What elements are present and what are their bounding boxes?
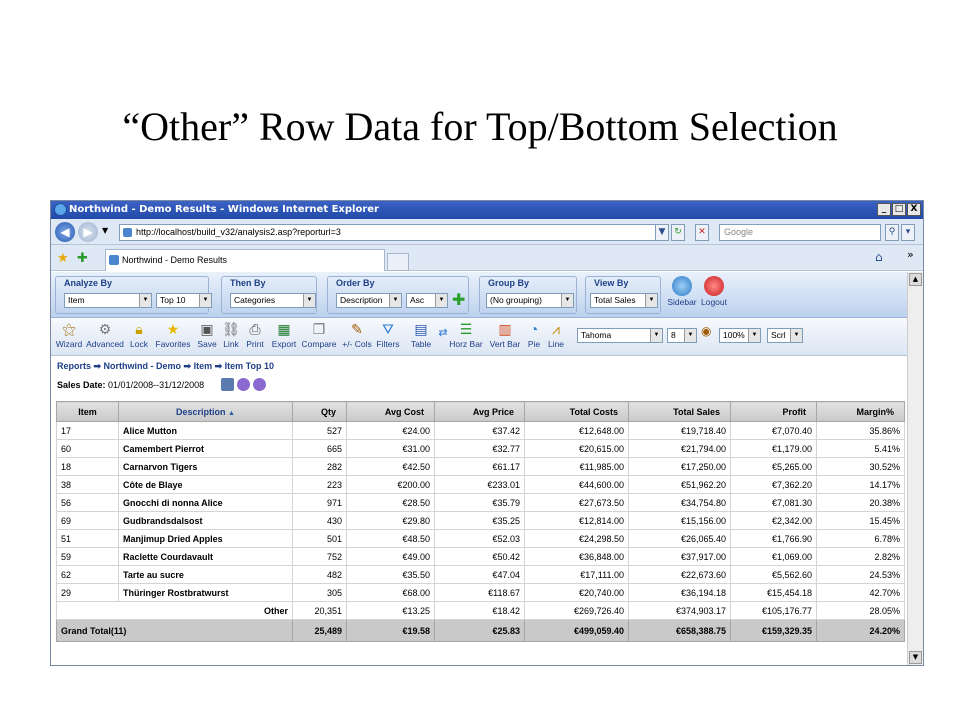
back-button[interactable]: ◀ (55, 222, 75, 242)
swap-icon: ⇄ (438, 327, 448, 339)
tab-page-icon (109, 255, 119, 265)
search-icon[interactable]: ⚲ (885, 224, 899, 241)
table-cell: 28.05% (817, 602, 905, 620)
table-cell: €42.50 (347, 458, 435, 476)
order-by-group (327, 276, 469, 314)
scroll-down-icon[interactable]: ▼ (909, 651, 922, 664)
table-cell: €24.00 (347, 422, 435, 440)
line-chart-icon: ⩘ (552, 321, 560, 337)
search-options-button[interactable]: ▾ (901, 224, 915, 241)
table-cell: €35.25 (435, 512, 525, 530)
other-row-label: Other (57, 602, 293, 620)
table-cell[interactable]: Tarte au sucre (119, 566, 293, 584)
logout-icon (704, 276, 724, 296)
table-cell: €48.50 (347, 530, 435, 548)
chevron-down-icon: ▼ (139, 294, 151, 307)
table-cell: €21,794.00 (629, 440, 731, 458)
table-cell: 20,351 (293, 602, 347, 620)
table-cell: €5,265.00 (731, 458, 817, 476)
table-cell: 38 (57, 476, 119, 494)
sales-date (57, 380, 204, 390)
print-button[interactable]: ⎙ Print (246, 321, 264, 349)
compare-icon: ❐ (312, 321, 326, 337)
add-order-icon[interactable]: ✚ (452, 290, 466, 309)
chevron-down-icon: ▼ (561, 294, 573, 307)
table-cell: 17 (57, 422, 119, 440)
table-cell: €61.17 (435, 458, 525, 476)
top-n-select[interactable]: Top 10 ▼ (156, 293, 212, 308)
table-cell: 6.78% (817, 530, 905, 548)
table-cell: 59 (57, 548, 119, 566)
table-cell[interactable]: Manjimup Dried Apples (119, 530, 293, 548)
grand-total-row (57, 620, 905, 642)
table-cell: €19,718.40 (629, 422, 731, 440)
table-cell: €68.00 (347, 584, 435, 602)
export-button[interactable]: ▦ Export (271, 321, 297, 349)
excel-icon: ▦ (277, 321, 291, 337)
table-cell: €31.00 (347, 440, 435, 458)
order-by-select[interactable]: Description ▼ (336, 293, 402, 308)
sales-date-label: Sales Date: (57, 380, 106, 390)
next-period-icon[interactable] (253, 378, 266, 391)
table-cell: €5,562.60 (731, 566, 817, 584)
sales-date-value: 01/01/2008--31/12/2008 (108, 380, 205, 390)
table-cell: 56 (57, 494, 119, 512)
chevron-down-icon: ▼ (389, 294, 401, 307)
tab-northwind[interactable] (105, 249, 385, 271)
table-cell: €47.04 (435, 566, 525, 584)
col-header-margin[interactable]: Margin% (817, 402, 905, 422)
table-cell[interactable]: Camembert Pierrot (119, 440, 293, 458)
table-row[interactable] (57, 476, 905, 494)
table-cell: 29 (57, 584, 119, 602)
new-tab-button[interactable] (387, 253, 409, 271)
table-cell: €374,903.17 (629, 602, 731, 620)
refresh-icon[interactable]: ↻ (671, 224, 685, 241)
table-cell: €19.58 (347, 620, 435, 642)
table-cell: 501 (293, 530, 347, 548)
link-icon: ⛓ (222, 321, 240, 337)
slide-title: “Other” Row Data for Top/Bottom Selection (122, 104, 838, 149)
lock-icon: 🔒︎ (135, 321, 143, 337)
analyze-by-select[interactable]: Item ▼ (64, 293, 152, 308)
breadcrumb[interactable]: Reports ➡ Northwind - Demo ➡ Item ➡ Item Top 10 (57, 361, 274, 371)
table-cell[interactable]: Côte de Blaye (119, 476, 293, 494)
analyze-by-group (55, 276, 209, 314)
zoom-select[interactable]: 100% ▼ (719, 328, 761, 343)
table-cell: 15.45% (817, 512, 905, 530)
table-header-row (57, 402, 905, 422)
chevron-down-icon: ▼ (748, 329, 760, 342)
horz-bar-chart-icon: ☰ (459, 321, 473, 337)
results-table (56, 401, 905, 642)
view-by-group (585, 276, 661, 314)
horz-bar-button[interactable]: ☰ Horz Bar (449, 321, 483, 349)
table-row[interactable] (57, 440, 905, 458)
table-cell: €27,673.50 (525, 494, 629, 512)
lock-button[interactable]: 🔒︎ Lock (130, 321, 148, 349)
link-button[interactable]: ⛓ Link (222, 321, 240, 349)
chevron-down-icon: ▼ (645, 294, 657, 307)
star-icon: ★ (166, 321, 180, 337)
vert-bar-button[interactable]: ▥ Vert Bar (489, 321, 521, 349)
scroll-select[interactable]: Scrl ▼ (767, 328, 803, 343)
table-row[interactable] (57, 494, 905, 512)
table-cell: €50.42 (435, 548, 525, 566)
forward-button[interactable]: ▶ (78, 222, 98, 242)
window-title: Northwind - Demo Results - Windows Internet Explorer (69, 204, 379, 215)
then-by-group (221, 276, 317, 314)
line-button[interactable]: ⩘ Line (547, 321, 565, 349)
table-cell[interactable]: Gudbrandsdalsost (119, 512, 293, 530)
sidebar-icon (672, 276, 692, 296)
col-header-total-costs[interactable]: Total Costs (525, 402, 629, 422)
minimize-button[interactable]: _ (877, 203, 891, 216)
then-by-select[interactable]: Categories ▼ (230, 293, 316, 308)
table-cell: €1,179.00 (731, 440, 817, 458)
vertical-scrollbar[interactable] (907, 272, 923, 665)
search-input[interactable]: Google (719, 224, 881, 241)
table-cell: €2,342.00 (731, 512, 817, 530)
table-cell: 2.82% (817, 548, 905, 566)
table-cell: €29.80 (347, 512, 435, 530)
table-cell: €118.67 (435, 584, 525, 602)
table-cell: 25,489 (293, 620, 347, 642)
wizard-button[interactable]: ⚝ Wizard (55, 321, 83, 349)
report-toolbar (51, 318, 907, 356)
table-cell[interactable]: Alice Mutton (119, 422, 293, 440)
table-cell: 5.41% (817, 440, 905, 458)
table-cell: €44,600.00 (525, 476, 629, 494)
table-cell: €37,917.00 (629, 548, 731, 566)
table-cell: €52.03 (435, 530, 525, 548)
col-header-item[interactable]: Item (57, 402, 119, 422)
analyze-by-label: Analyze By (64, 278, 113, 288)
url-text: http://localhost/build_v32/analysis2.asp?reporturl=3 (136, 227, 341, 237)
col-header-qty[interactable]: Qty (293, 402, 347, 422)
table-cell[interactable]: Carnarvon Tigers (119, 458, 293, 476)
sidebar-button[interactable]: Sidebar (665, 276, 699, 314)
table-cell: 30.52% (817, 458, 905, 476)
table-cell: €1,766.90 (731, 530, 817, 548)
then-by-label: Then By (230, 278, 266, 288)
table-row[interactable] (57, 584, 905, 602)
printer-icon: ⎙ (249, 321, 261, 337)
ie-icon (54, 203, 67, 216)
table-cell: €658,388.75 (629, 620, 731, 642)
chevron-down-icon: ▼ (303, 294, 315, 307)
chevron-down-icon: ▼ (435, 294, 447, 307)
table-cell: €12,648.00 (525, 422, 629, 440)
swap-button[interactable] (434, 324, 446, 358)
table-cell: 482 (293, 566, 347, 584)
calendar-icon[interactable] (221, 378, 234, 391)
table-cell: 60 (57, 440, 119, 458)
table-cell: €1,069.00 (731, 548, 817, 566)
table-cell: €18.42 (435, 602, 525, 620)
view-by-label: View By (594, 278, 629, 288)
table-cell: €20,740.00 (525, 584, 629, 602)
table-cell: €15,156.00 (629, 512, 731, 530)
close-button[interactable]: X (907, 203, 921, 216)
table-cell: €15,454.18 (731, 584, 817, 602)
table-cell: €49.00 (347, 548, 435, 566)
table-cell: €269,726.40 (525, 602, 629, 620)
favorites-star-icon[interactable]: ★ (57, 251, 69, 266)
table-cell: €13.25 (347, 602, 435, 620)
table-cell: €11,985.00 (525, 458, 629, 476)
table-cell: €51,962.20 (629, 476, 731, 494)
prev-period-icon[interactable] (237, 378, 250, 391)
add-favorites-icon[interactable]: ✚ (77, 251, 88, 266)
table-cell: €28.50 (347, 494, 435, 512)
table-cell: 24.20% (817, 620, 905, 642)
table-row[interactable] (57, 566, 905, 584)
url-field[interactable] (119, 224, 665, 241)
table-cell: 752 (293, 548, 347, 566)
scroll-up-icon[interactable]: ▲ (909, 273, 922, 286)
wizard-wand-icon: ⚝ (62, 321, 76, 337)
table-cell: €12,814.00 (525, 512, 629, 530)
table-cell: €233.01 (435, 476, 525, 494)
filter-funnel-icon: ⛛ (382, 321, 394, 337)
url-dropdown-button[interactable]: ▼ (655, 224, 669, 241)
table-cell: €36,848.00 (525, 548, 629, 566)
table-cell: 971 (293, 494, 347, 512)
save-button[interactable]: ▣ Save (197, 321, 217, 349)
table-row[interactable] (57, 548, 905, 566)
table-icon: ▤ (414, 321, 428, 337)
table-cell: €200.00 (347, 476, 435, 494)
table-row[interactable] (57, 530, 905, 548)
grand-total-row-label: Grand Total(11) (57, 620, 293, 642)
group-by-label: Group By (488, 278, 530, 288)
order-dir-select[interactable]: Asc ▼ (406, 293, 448, 308)
table-cell: 62 (57, 566, 119, 584)
address-bar (51, 219, 923, 245)
table-cell: €7,362.20 (731, 476, 817, 494)
tab-bar (51, 245, 923, 271)
font-size-select[interactable]: 8 ▼ (667, 328, 697, 343)
palette-icon[interactable]: ◉ (701, 324, 712, 338)
table-cell: €32.77 (435, 440, 525, 458)
chevron-down-icon: ▼ (790, 329, 802, 342)
home-icon[interactable]: ⌂ (875, 250, 883, 264)
table-cell: 24.53% (817, 566, 905, 584)
group-by-group (479, 276, 577, 314)
filters-button[interactable]: ⛛ Filters (376, 321, 400, 349)
table-view-button[interactable]: ▤ Table (410, 321, 432, 349)
table-cell: €26,065.40 (629, 530, 731, 548)
report-controls (51, 272, 907, 318)
table-cell: €37.42 (435, 422, 525, 440)
save-disk-icon: ▣ (200, 321, 214, 337)
vert-bar-chart-icon: ▥ (498, 321, 512, 337)
table-cell: 665 (293, 440, 347, 458)
columns-edit-icon: ✎ (351, 321, 363, 337)
other-row (57, 602, 905, 620)
chevron-down-icon: ▼ (199, 294, 211, 307)
table-cell[interactable]: Raclette Courdavault (119, 548, 293, 566)
table-cell: 527 (293, 422, 347, 440)
chevron-down-icon: ▼ (650, 329, 662, 342)
cols-button[interactable]: ✎ +/- Cols (342, 321, 372, 349)
table-cell: €35.50 (347, 566, 435, 584)
col-header-avg-cost[interactable]: Avg Cost (347, 402, 435, 422)
chevron-down-icon: ▼ (684, 329, 696, 342)
browser-window (50, 200, 924, 666)
table-cell: €7,081.30 (731, 494, 817, 512)
table-cell: €25.83 (435, 620, 525, 642)
table-cell: €17,111.00 (525, 566, 629, 584)
table-cell: 20.38% (817, 494, 905, 512)
font-select[interactable]: Tahoma ▼ (577, 328, 663, 343)
pie-button[interactable]: ◔ Pie (525, 320, 543, 354)
table-cell[interactable]: Thüringer Rostbratwurst (119, 584, 293, 602)
more-tools-icon[interactable]: » (907, 248, 914, 261)
table-cell: 282 (293, 458, 347, 476)
table-cell: €159,329.35 (731, 620, 817, 642)
window-titlebar (51, 201, 923, 219)
table-cell: €35.79 (435, 494, 525, 512)
table-cell: €17,250.00 (629, 458, 731, 476)
table-cell: 51 (57, 530, 119, 548)
view-by-select[interactable]: Total Sales ▼ (590, 293, 658, 308)
pie-chart-icon: ◔ (529, 321, 539, 337)
page-content (51, 272, 907, 665)
table-cell: €20,615.00 (525, 440, 629, 458)
table-cell: 18 (57, 458, 119, 476)
table-cell: €24,298.50 (525, 530, 629, 548)
col-header-description[interactable]: Description ▲ (119, 402, 293, 422)
table-row[interactable] (57, 512, 905, 530)
table-cell: €105,176.77 (731, 602, 817, 620)
maximize-button[interactable]: □ (892, 203, 906, 216)
favorites-button[interactable]: ★ Favorites (155, 321, 191, 349)
compare-button[interactable]: ❐ Compare (301, 321, 337, 349)
table-cell: 42.70% (817, 584, 905, 602)
stop-icon[interactable]: ✕ (695, 224, 709, 241)
table-cell: €499,059.40 (525, 620, 629, 642)
table-row[interactable] (57, 422, 905, 440)
tab-label: Northwind - Demo Results (122, 255, 228, 265)
gear-icon: ⚙ (98, 321, 112, 337)
history-dropdown-icon[interactable]: ▼ (102, 226, 109, 235)
table-cell: 69 (57, 512, 119, 530)
page-icon (123, 228, 132, 237)
order-by-label: Order By (336, 278, 375, 288)
col-header-total-sales[interactable]: Total Sales (629, 402, 731, 422)
table-cell: 35.86% (817, 422, 905, 440)
advanced-button[interactable]: ⚙ Advanced (86, 321, 124, 349)
col-header-avg-price[interactable]: Avg Price (435, 402, 525, 422)
table-cell: 430 (293, 512, 347, 530)
table-cell: €36,194.18 (629, 584, 731, 602)
table-cell: €22,673.60 (629, 566, 731, 584)
table-cell: 305 (293, 584, 347, 602)
table-cell: €7,070.40 (731, 422, 817, 440)
table-cell[interactable]: Gnocchi di nonna Alice (119, 494, 293, 512)
logout-button[interactable]: Logout (697, 276, 731, 314)
sort-asc-icon: ▲ (228, 409, 235, 417)
table-cell: €34,754.80 (629, 494, 731, 512)
group-by-select[interactable]: (No grouping) ▼ (486, 293, 574, 308)
table-row[interactable] (57, 458, 905, 476)
table-cell: 14.17% (817, 476, 905, 494)
table-body (57, 422, 905, 642)
col-header-profit[interactable]: Profit (731, 402, 817, 422)
table-cell: 223 (293, 476, 347, 494)
